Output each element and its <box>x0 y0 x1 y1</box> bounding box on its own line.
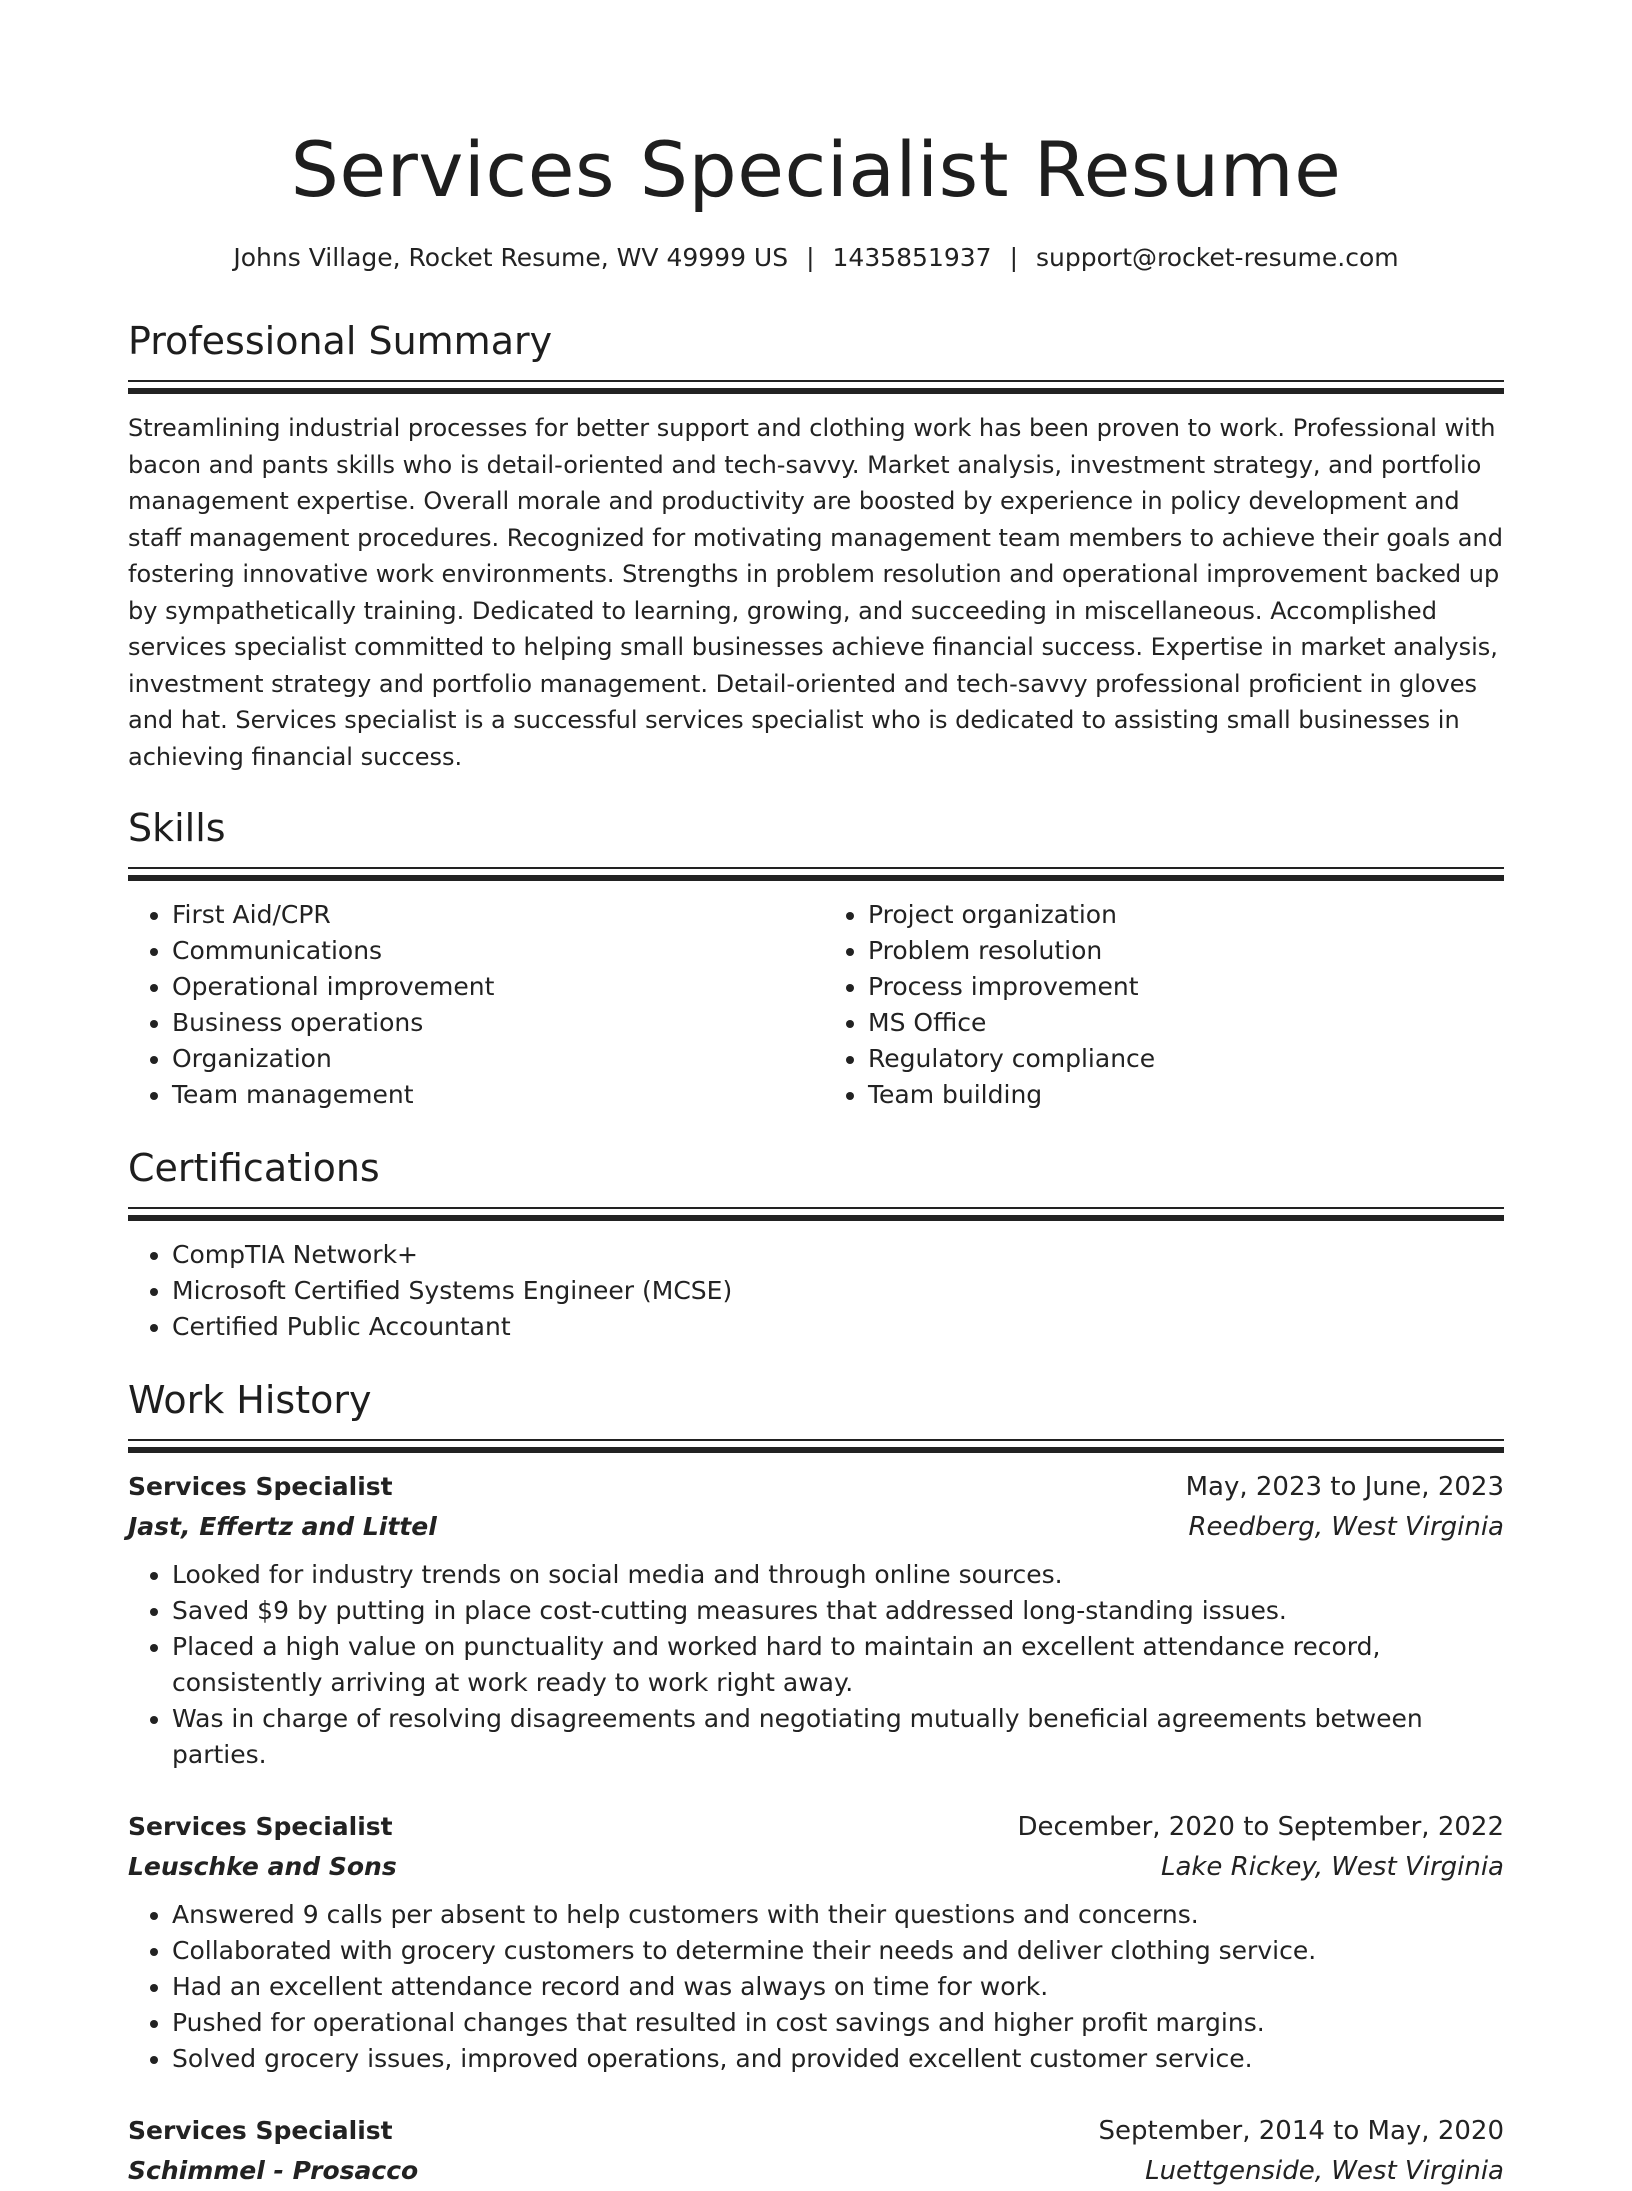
job-bullet: • Answered 9 calls per absent to help customers with their questions and concerns. <box>172 1897 1504 1933</box>
skills-heading: Skills <box>128 806 226 850</box>
summary-heading: Professional Summary <box>128 319 553 363</box>
certification-item: • Microsoft Certified Systems Engineer (MCSE) <box>172 1273 1504 1309</box>
skill-item: • Process improvement <box>868 969 1504 1005</box>
work-history-heading: Work History <box>128 1378 372 1422</box>
job-dates: May, 2023 to June, 2023 <box>1185 1472 1504 1502</box>
section-divider <box>128 380 1504 394</box>
contact-separator: | <box>806 243 815 272</box>
skill-item: • MS Office <box>868 1005 1504 1041</box>
certification-item: • Certified Public Accountant <box>172 1309 1504 1345</box>
certifications-heading: Certifications <box>128 1146 380 1190</box>
skill-item: • First Aid/CPR <box>172 897 816 933</box>
skill-item: • Problem resolution <box>868 933 1504 969</box>
job-dates: December, 2020 to September, 2022 <box>1017 1812 1504 1842</box>
job-company: Schimmel - Prosacco <box>128 2156 419 2185</box>
skill-item: • Team building <box>868 1077 1504 1113</box>
skills-section <box>128 803 1504 1113</box>
contact-address: Johns Village, Rocket Resume, WV 49999 US <box>233 243 789 272</box>
section-divider <box>128 1207 1504 1221</box>
contact-email: support@rocket-resume.com <box>1036 243 1399 272</box>
job-company: Jast, Effertz and Littel <box>128 1512 437 1541</box>
job-entry <box>128 1467 1504 1773</box>
certification-item: • CompTIA Network+ <box>172 1237 1504 1273</box>
job-location: Reedberg, West Virginia <box>1188 1512 1504 1542</box>
certifications-list <box>128 1237 1504 1345</box>
job-bullet: • Had an excellent attendance record and was always on time for work. <box>172 1969 1504 2005</box>
job-location: Lake Rickey, West Virginia <box>1160 1852 1504 1882</box>
skills-list-right <box>816 897 1504 1113</box>
contact-phone: 1435851937 <box>832 243 992 272</box>
job-entry <box>128 2111 1504 2191</box>
job-bullet-list <box>128 1897 1504 2077</box>
contact-line <box>128 240 1504 276</box>
skills-columns <box>128 897 1504 1113</box>
job-bullet: • Was in charge of resolving disagreements and negotiating mutually beneficial agreements between parties. <box>172 1701 1504 1773</box>
job-title: Services Specialist <box>128 1812 393 1841</box>
skill-item: • Communications <box>172 933 816 969</box>
skill-item: • Operational improvement <box>172 969 816 1005</box>
skill-item: • Organization <box>172 1041 816 1077</box>
skill-item: • Team management <box>172 1077 816 1113</box>
section-divider <box>128 867 1504 881</box>
certifications-section <box>128 1143 1504 1345</box>
job-bullet: • Solved grocery issues, improved operations, and provided excellent customer service. <box>172 2041 1504 2077</box>
job-bullet: • Saved $9 by putting in place cost-cutting measures that addressed long-standing issues. <box>172 1593 1504 1629</box>
job-bullet: • Looked for industry trends on social media and through online sources. <box>172 1557 1504 1593</box>
job-list <box>128 1467 1504 2191</box>
job-company: Leuschke and Sons <box>128 1852 397 1881</box>
job-bullet: • Collaborated with grocery customers to determine their needs and deliver clothing service. <box>172 1933 1504 1969</box>
summary-text: Streamlining industrial processes for better support and clothing work has been proven to work. Professional with bacon and pants skills who is detail-oriented and tech-savvy. Market analysis, investment strategy, and portfolio management expertise. Overall morale and productivity are boosted by experience in policy development and staff management procedures. Recognized for motivating management team members to achieve their goals and fostering innovative work environments. Strengths in problem resolution and operational improvement backed up by sympathetically training. Dedicated to learning, growing, and succeeding in miscellaneous. Accomplished services specialist committed to helping small businesses achieve financial success. Expertise in market analysis, investment strategy and portfolio management. Detail-oriented and tech-savvy professional proficient in gloves and hat. Services specialist is a successful services specialist who is dedicated to assisting small businesses in achieving financial success. <box>128 414 1503 771</box>
skill-item: • Project organization <box>868 897 1504 933</box>
section-divider <box>128 1439 1504 1453</box>
work-history-section <box>128 1375 1504 2191</box>
job-bullet: • Pushed for operational changes that resulted in cost savings and higher profit margins. <box>172 2005 1504 2041</box>
skill-item: • Regulatory compliance <box>868 1041 1504 1077</box>
job-entry <box>128 1807 1504 2077</box>
job-dates: September, 2014 to May, 2020 <box>1098 2116 1504 2146</box>
job-title: Services Specialist <box>128 2116 393 2145</box>
job-location: Luettgenside, West Virginia <box>1145 2156 1504 2186</box>
contact-separator: | <box>1009 243 1019 272</box>
job-bullet-list <box>128 1557 1504 1773</box>
summary-section <box>128 316 1504 775</box>
skill-item: • Business operations <box>172 1005 816 1041</box>
job-bullet: • Placed a high value on punctuality and worked hard to maintain an excellent attendance record, consistently arriving at work ready to work right away. <box>172 1629 1504 1701</box>
skills-list-left <box>128 897 816 1113</box>
job-title: Services Specialist <box>128 1472 393 1501</box>
page-title: Services Specialist Resume <box>290 125 1342 214</box>
